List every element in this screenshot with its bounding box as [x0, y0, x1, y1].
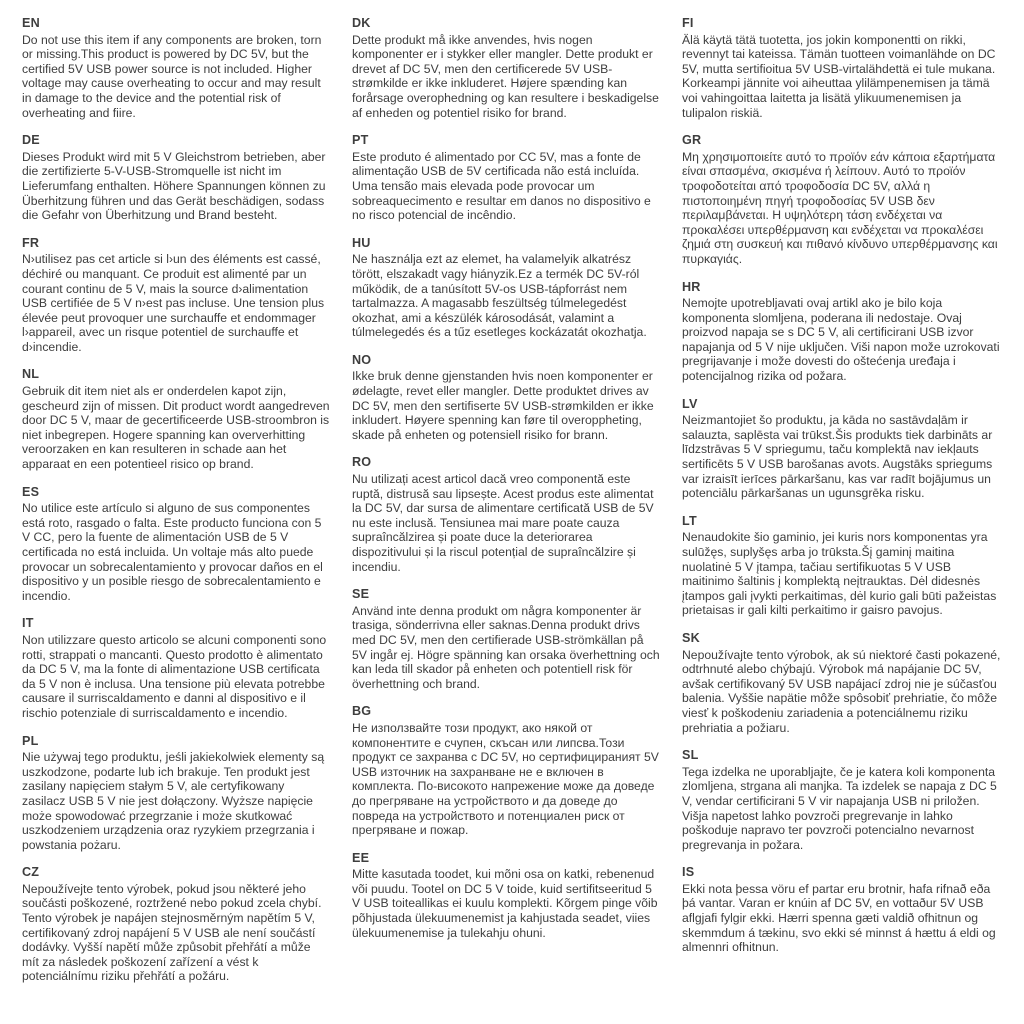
column-right	[682, 16, 1006, 968]
language-section-lt	[682, 514, 1006, 618]
language-code-label: PT	[352, 133, 369, 148]
language-section-fi	[682, 16, 1006, 120]
language-section-de	[22, 133, 330, 223]
warning-paragraph: Do not use this item if any components are broken, torn or missing.This product is powered by DC 5V, but the certified 5V USB power source is not included. Higher voltage may cause overheating to occur and may result in damage to the device and the potential risk of overheating and fiire.	[22, 32, 322, 120]
language-code-label: FI	[682, 16, 694, 30]
language-section-sk	[682, 631, 1006, 735]
language-section-nl	[22, 367, 330, 471]
warning-paragraph: Neizmantojiet šo produktu, ja kāda no sastāvdaļām ir salauzta, saplēsta vai trūkst.Šis produkts tiek darbināts ar līdzstrāvas 5 V spriegumu, taču komplektā nav iekļauts sertificēts 5 V USB barošanas avots. Augstāks spriegums var izraisīt ierīces pārkaršanu, kas var radīt bojājumus un potenciālu pārkaršanas un ugunsgrēka risku.	[682, 413, 993, 501]
language-code-label: DK	[352, 16, 371, 30]
language-section-pl	[22, 734, 330, 853]
language-code-label: LT	[682, 513, 697, 528]
language-section-se	[352, 587, 660, 691]
language-section-bg	[352, 704, 660, 837]
warning-paragraph: Älä käytä tätä tuotetta, jos jokin komponentti on rikki, revennyt tai kateissa. Tämän tuotteen voimanlähde on DC 5V, mutta sertifioitua 5V USB-virtalähdettä ei tule mukana. Korkeampi jännite voi aiheuttaa ylilämpenemisen ja tämä voi vahingoittaa laitetta ja lisätä ylikuumenemisen ja tulipalon riskiä.	[682, 32, 996, 120]
column-left	[22, 16, 330, 997]
language-code-label: CZ	[22, 865, 40, 880]
language-section-ro	[352, 455, 660, 574]
language-section-gr	[682, 133, 1006, 266]
language-section-it	[22, 616, 330, 720]
language-code-label: HU	[352, 235, 371, 250]
language-code-label: SK	[682, 630, 700, 645]
warning-paragraph: Dieses Produkt wird mit 5 V Gleichstrom betrieben, aber die zertifizierte 5-V-USB-Stromquelle ist nicht im Lieferumfang enthalten. Höhere Spannungen können zu Überhitzung führen und das Gerät beschädigen, sodass die Gefahr von Überhitzung und Brand besteht.	[22, 149, 326, 223]
warning-paragraph: Ne használja ezt az elemet, ha valamelyik alkatrész törött, elszakadt vagy hiányzik.Ez a termék DC 5V-ról működik, de a tanúsított 5V-os USB-tápforrást nem tartalmazza. A magasabb feszültség túlmelegedést okozhat, ami a készülék károsodását, valamint a túlmelegedés és a tűz esetleges kockázatát okozhatja.	[352, 252, 647, 340]
language-section-lv	[682, 397, 1006, 501]
language-section-hr	[682, 280, 1006, 384]
warning-paragraph: Använd inte denna produkt om några komponenter är trasiga, sönderrivna eller saknas.Denna produkt drivs med DC 5V, men den certifierade USB-strömkällan på 5V ingår ej. Högre spänning kan orsaka överhettning och kan leda till skador på enheten och potentiell risk för överhettning och brand.	[352, 603, 660, 691]
warning-paragraph: Tega izdelka ne uporabljajte, če je katera koli komponenta zlomljena, strgana ali manjka. Ta izdelek se napaja z DC 5 V, vendar certificirani 5 V vir napajanja USB ni priložen. Višja napetost lahko povzroči pregrevanje in lahko poškoduje napravo ter povzroči potencialno nevarnost pregrevanja in požara.	[682, 764, 997, 852]
language-code-label: BG	[352, 704, 372, 719]
warning-paragraph: N›utilisez pas cet article si l›un des éléments est cassé, déchiré ou manquant. Ce produit est alimenté par un courant continu de 5 V, mais la source d›alimentation USB certifiée de 5 V n›est pas incluse. Une tension plus élevée peut provoquer une surchauffe et endommager l›appareil, avec un risque potentiel de surchauffe et d›incendie.	[22, 252, 325, 354]
language-code-label: NO	[352, 352, 372, 367]
warning-paragraph: Не използвайте този продукт, ако някой от компонентите е счупен, скъсан или липсва.Този продукт се захранва с DC 5V, но сертифицираният 5V USB източник на захранване не е включен в комплекта. По-високото напрежение може да доведе до прегряване на устройството и да доведе до повреда на устройството и потенциален риск от прегряване и пожар.	[352, 720, 659, 838]
warning-paragraph: Μη χρησιμοποιείτε αυτό το προϊόν εάν κάποια εξαρτήματα είναι σπασμένα, σκισμένα ή λείπουν. Αυτό το προϊόν τροφοδοτείται από τροφοδοσία DC 5V, αλλά η πιστοποιημένη πηγή τροφοδοσίας 5V USB δεν περιλαμβάνεται. Η υψηλότερη τάση ενδέχεται να προκαλέσει υπερθέρμανση και ενδέχεται να προκαλέσει ζημιά στη συσκευή και πιθανό κίνδυνο υπερθέρμανσης και πυρκαγιάς.	[682, 149, 998, 266]
language-section-ee	[352, 851, 660, 941]
language-code-label: IT	[22, 616, 34, 631]
language-code-label: LV	[682, 396, 698, 411]
warning-paragraph: Nemojte upotrebljavati ovaj artikl ako je bilo koja komponenta slomljena, poderana ili nedostaje. Ovaj proizvod napaja se s DC 5 V, ali certificirani USB izvor napajanja od 5 V nije uključen. Viši napon može uzrokovati pregrijavanje i može dovesti do oštećenja uređaja i potencijalnog rizika od požara.	[682, 296, 1000, 384]
warning-paragraph: No utilice este artículo si alguno de sus componentes está roto, rasgado o falta. Este producto funciona con 5 V CC, pero la fuente de alimentación USB de 5 V certificada no está incluida. Un voltaje más alto puede provocar un sobrecalentamiento y provocar daños en el dispositivo y un posible riesgo de sobrecalentamiento e incendio.	[22, 501, 323, 603]
language-section-is	[682, 865, 1006, 955]
language-section-en	[22, 16, 330, 120]
warning-paragraph: Nepoužívajte tento výrobok, ak sú niektoré časti pokazené, odtrhnuté alebo chýbajú. Výrobok má napájanie DC 5V, avšak certifikovaný 5V USB napájací zdroj nie je súčasťou balenia. Vyššie napätie môže spôsobiť prehriatie, čo môže viesť k poškodeniu zariadenia a potenciálnemu riziku prehriatia a požiaru.	[682, 647, 1001, 735]
language-code-label: IS	[682, 865, 695, 880]
warning-paragraph: Nepoužívejte tento výrobek, pokud jsou některé jeho součásti poškozené, roztržené nebo pokud zcela chybí. Tento výrobek je napájen stejnosměrným napětím 5 V, certifikovaný zdroj napájení 5 V USB ale není součástí dodávky. Vyšší napětí může způsobit přehřátí a může mít za následek poškození zařízení a vést k potenciálnímu riziku přehřátí a požáru.	[22, 881, 322, 984]
language-code-label: GR	[682, 133, 702, 148]
language-code-label: PL	[22, 733, 39, 748]
warning-paragraph: Ikke bruk denne gjenstanden hvis noen komponenter er ødelagte, revet eller mangler. Dette produktet drives av DC 5V, men den sertifiserte 5V USB-strømkilden er ikke inkludert. Høyere spenning kan føre til overoppheting, skade på enheten og potensiell risiko for brann.	[352, 369, 654, 442]
warning-paragraph: Gebruik dit item niet als er onderdelen kapot zijn, gescheurd zijn of missen. Dit product wordt aangedreven door DC 5 V, maar de gecertificeerde USB-stroombron is niet inbegrepen. Hogere spanning kan oververhitting veroorzaken en kan resulteren in schade aan het apparaat en een potentieel risico op brand.	[22, 384, 330, 472]
warning-paragraph: Mitte kasutada toodet, kui mõni osa on katki, rebenenud või puudu. Tootel on DC 5 V toide, kuid sertifitseeritud 5 V USB toiteallikas ei kuulu komplekti. Kõrgem pinge võib põhjustada ülekuumenemist ja kahjustada seadet, viies ülekuumenemise ja tulekahju ohuni.	[352, 867, 658, 940]
warning-paragraph: Nie używaj tego produktu, jeśli jakiekolwiek elementy są uszkodzone, podarte lub ich brakuje. Ten produkt jest zasilany napięciem stałym 5 V, ale certyfikowany zasilacz USB 5 V nie jest dołączony. Wyższe napięcie może spowodować przegrzanie i może skutkować uszkodzeniem urządzenia oraz ryzykiem przegrzania i powstania pożaru.	[22, 750, 325, 852]
language-section-sl	[682, 748, 1006, 852]
language-section-hu	[352, 236, 660, 340]
language-code-label: SE	[352, 587, 370, 602]
language-code-label: FR	[22, 235, 40, 250]
language-code-label: SL	[682, 748, 699, 763]
language-section-no	[352, 353, 660, 443]
language-section-pt	[352, 133, 660, 223]
language-code-label: NL	[22, 367, 40, 382]
language-code-label: RO	[352, 455, 372, 470]
language-code-label: ES	[22, 484, 40, 499]
warning-paragraph: Nu utilizați acest articol dacă vreo componentă este ruptă, distrusă sau lipsește. Acest produs este alimentat la DC 5V, dar sursa de alimentare certificată USB de 5V nu este inclusă. Tensiunea mai mare poate cauza supraîncălzirea și poate duce la deteriorarea dispozitivului și la riscul potențial de supraîncălzire și incendiu.	[352, 472, 654, 574]
language-section-es	[22, 485, 330, 604]
warning-paragraph: Este produto é alimentado por CC 5V, mas a fonte de alimentação USB de 5V certificada não está incluída. Uma tensão mais elevada pode provocar um sobreaquecimento e resultar em danos no dispositivo e no risco potencial de incêndio.	[352, 149, 651, 223]
language-code-label: EN	[22, 16, 40, 30]
column-middle	[352, 16, 660, 953]
language-code-label: HR	[682, 279, 701, 294]
language-code-label: EE	[352, 850, 370, 865]
warning-paragraph: Nenaudokite šio gaminio, jei kuris nors komponentas yra sulūžęs, suplyšęs arba jo trūksta.Šį gaminį maitina nuolatinė 5 V įtampa, tačiau sertifikuotas 5 V USB maitinimo šaltinis į komplektą neįtrauktas. Dėl didesnės įtampos gali įvykti perkaitimas, dėl kurio gali būti pažeistas prietaisas ir gali kilti perkaitimo ir gaisro pavojus.	[682, 530, 997, 618]
language-code-label: DE	[22, 133, 40, 148]
warning-paragraph: Ekki nota þessa vöru ef partar eru brotnir, hafa rifnað eða þá vantar. Varan er knúin af DC 5V, en vottaður 5V USB aflgjafi fylgir ekki. Hærri spenna gæti valdið ofhitnun og skemmdum á tækinu, svo ekki sé minnst á hættu á eldi og almennri ofhitnun.	[682, 881, 996, 955]
warning-paragraph: Dette produkt må ikke anvendes, hvis nogen komponenter er i stykker eller mangler. Dette produkt er drevet af DC 5V, men den certificerede 5V USB-strømkilde er ikke inkluderet. Højere spænding kan forårsage overophedning og kan resultere i beskadigelse af enheden og potentiel risiko for brand.	[352, 32, 659, 120]
language-section-fr	[22, 236, 330, 355]
language-section-cz	[22, 865, 330, 984]
warning-paragraph: Non utilizzare questo articolo se alcuni componenti sono rotti, strappati o mancanti. Questo prodotto è alimentato da DC 5 V, ma la fonte di alimentazione USB certificata da 5 V non è inclusa. Una tensione più elevata potrebbe causare il surriscaldamento e danni al dispositivo e il rischio potenziale di surriscaldamento e incendio.	[22, 632, 327, 720]
language-section-dk	[352, 16, 660, 120]
